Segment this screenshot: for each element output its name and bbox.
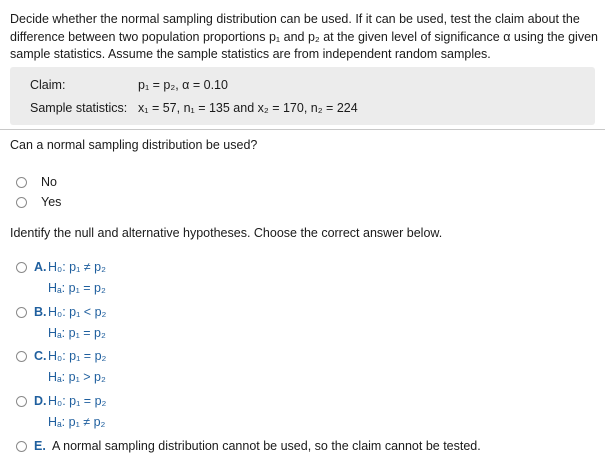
radio-button[interactable] [16,307,27,318]
choice-letter: B. [34,305,47,319]
choice-e-text: A normal sampling distribution cannot be used, so the claim cannot be tested. [52,439,481,453]
choice-letter: D. [34,394,47,408]
choice-b-h0: H₀: p₁ < p₂ [48,305,107,319]
radio-button[interactable] [16,351,27,362]
choice-letter: C. [34,349,47,363]
choice-d-h0: H₀: p₁ = p₂ [48,394,107,408]
radio-button[interactable] [16,441,27,452]
radio-button[interactable] [16,197,27,208]
choice-b-ha: Hₐ: p₁ = p₂ [48,326,106,340]
radio-button[interactable] [16,177,27,188]
option-yes[interactable] [16,195,61,209]
claim-label: Claim: [30,78,66,92]
sample-stats-label: Sample statistics: [30,101,128,115]
given-info-box [10,67,595,125]
divider [0,129,605,130]
choice-c-ha: Hₐ: p₁ > p₂ [48,370,106,384]
option-no[interactable] [16,175,57,189]
choice-letter: A. [34,260,47,274]
sample-stats-row [30,101,358,115]
choice-d-ha: Hₐ: p₁ ≠ p₂ [48,415,106,429]
question-1-text: Can a normal sampling distribution be used? [10,138,258,152]
sample-stats-value: x₁ = 57, n₁ = 135 and x₂ = 170, n₂ = 224 [138,101,358,115]
choice-letter: E. [34,439,46,453]
radio-button[interactable] [16,262,27,273]
option-no-label: No [41,175,57,189]
option-yes-label: Yes [41,195,62,209]
claim-value: p₁ = p₂, α = 0.10 [138,78,228,92]
choice-c-h0: H₀: p₁ = p₂ [48,349,107,363]
radio-button[interactable] [16,396,27,407]
problem-statement: Decide whether the normal sampling distribution can be used. If it can be used, test the claim about the difference between two population proportions p₁ and p₂ at the given level of significance α using the given sample statistics. Assume the sample statistics are from independent random samples. [10,12,598,62]
question-2-text: Identify the null and alternative hypotheses. Choose the correct answer below. [10,226,443,240]
choice-a-h0: H₀: p₁ ≠ p₂ [48,260,106,274]
claim-row [30,78,228,92]
choice-a-ha: Hₐ: p₁ = p₂ [48,281,106,295]
